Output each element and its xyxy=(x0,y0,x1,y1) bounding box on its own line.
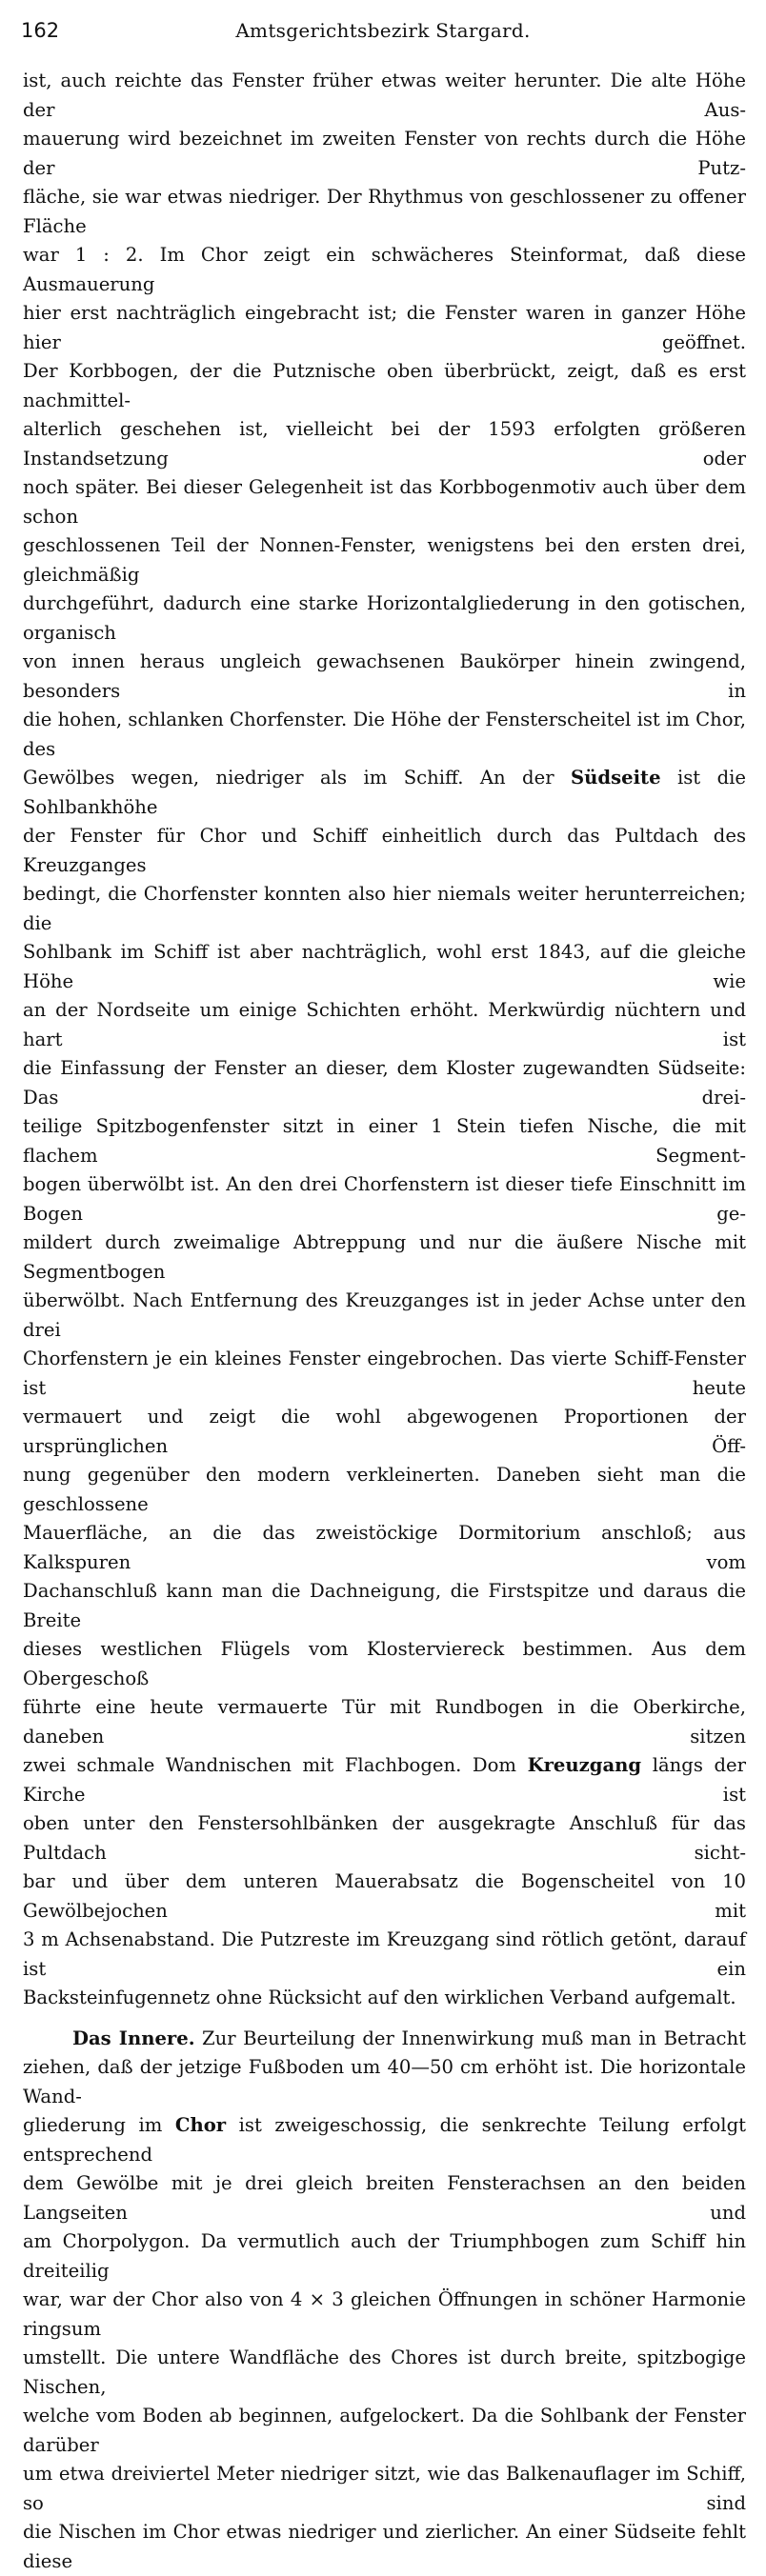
text-line: zwei schmale Wandnischen mit Flachbogen. Dom Kreuzgang längs der Kirche ist xyxy=(23,1754,746,1806)
text-line: war 1 : 2. Im Chor zeigt ein schwächeres Steinformat, daß diese Ausmauerung xyxy=(23,244,746,295)
text-line: dieses westlichen Flügels vom Klosterviereck bestimmen. Aus dem Obergeschoß xyxy=(23,1638,746,1689)
page-header xyxy=(21,13,745,51)
text-line: geschlossenen Teil der Nonnen-Fenster, wenigstens bei den ersten drei, gleichmäßig xyxy=(23,534,746,586)
text-line: Dachanschluß kann man die Dachneigung, die Firstspitze und daraus die Breite xyxy=(23,1580,746,1631)
text-line: teilige Spitzbogenfenster sitzt in einer 1 Stein tiefen Nische, die mit flachem Segment- xyxy=(23,1115,746,1167)
text-line: Gewölbes wegen, niedriger als im Schiff. An der Südseite ist die Sohlbankhöhe xyxy=(23,767,746,818)
text-line: gliederung im Chor ist zweigeschossig, die senkrechte Teilung erfolgt entsprechend xyxy=(23,2114,746,2166)
text-line: die hohen, schlanken Chorfenster. Die Höhe der Fensterscheitel ist im Chor, des xyxy=(23,709,746,760)
text-line: die Nischen im Chor etwas niedriger und zierlicher. An einer Südseite fehlt diese xyxy=(23,2521,746,2572)
text-line: Sohlbank im Schiff ist aber nachträglich, wohl erst 1843, auf die gleiche Höhe wie xyxy=(23,941,746,992)
text-line: fläche, sie war etwas niedriger. Der Rhythmus von geschlossener zu offener Fläche xyxy=(23,186,746,237)
text-line: der Fenster für Chor und Schiff einheitlich durch das Pultdach des Kreuzganges xyxy=(23,825,746,876)
text-line: ziehen, daß der jetzige Fußboden um 40—50 cm erhöht ist. Die horizontale Wand- xyxy=(23,2056,746,2107)
text-line: bogen überwölbt ist. An den drei Chorfenstern ist dieser tiefe Einschnitt im Bogen ge- xyxy=(23,1173,746,1225)
text-line: überwölbt. Nach Entfernung des Kreuzganges ist in jeder Achse unter den drei xyxy=(23,1289,746,1341)
text-line: Mauerfläche, an die das zweistöckige Dormitorium anschloß; aus Kalkspuren vom xyxy=(23,1522,746,1573)
text-line: ist, auch reichte das Fenster früher etwas weiter herunter. Die alte Höhe der Aus- xyxy=(23,70,746,121)
text-line: mildert durch zweimalige Abtreppung und nur die äußere Nische mit Segmentbogen xyxy=(23,1231,746,1283)
text-line: bedingt, die Chorfenster konnten also hier niemals weiter herunterreichen; die xyxy=(23,883,746,934)
text-line: an der Nordseite um einige Schichten erhöht. Merkwürdig nüchtern und hart ist xyxy=(23,999,746,1050)
text-line: hier erst nachträglich eingebracht ist; die Fenster waren in ganzer Höhe hier geöffnet. xyxy=(23,302,746,353)
emphasis-word: Das Innere. xyxy=(72,2027,195,2049)
text-line: führte eine heute vermauerte Tür mit Rundbogen in die Oberkirche, daneben sitzen xyxy=(23,1696,746,1747)
text-line: oben unter den Fenstersohlbänken der ausgekragte Anschluß für das Pultdach sicht- xyxy=(23,1812,746,1864)
page-number: 162 xyxy=(21,19,60,42)
running-head: Amtsgerichtsbezirk Stargard. xyxy=(235,19,531,42)
text-line: Der Korbbogen, der die Putznische oben überbrückt, zeigt, daß es erst nachmittel- xyxy=(23,360,746,411)
text-line: welche vom Boden ab beginnen, aufgelockert. Da die Sohlbank der Fenster darüber xyxy=(23,2405,746,2456)
body-text xyxy=(23,67,746,2576)
text-line: 3 m Achsenabstand. Die Putzreste im Kreuzgang sind rötlich getönt, darauf ist ein xyxy=(23,1928,746,1980)
text-line: durchgeführt, dadurch eine starke Horizontalgliederung in den gotischen, organisch xyxy=(23,592,746,644)
text-line: bar und über dem unteren Mauerabsatz die Bogenscheitel von 10 Gewölbejochen mit xyxy=(23,1870,746,1922)
text-line: noch später. Bei dieser Gelegenheit ist das Korbbogenmotiv auch über dem schon xyxy=(23,476,746,528)
text-line: Backsteinfugennetz ohne Rücksicht auf den wirklichen Verband aufgemalt. xyxy=(23,1987,736,2008)
text-line: nung gegenüber den modern verkleinerten. Daneben sieht man die geschlossene xyxy=(23,1464,746,1515)
emphasis-word: Südseite xyxy=(570,767,661,789)
text-line: um etwa dreiviertel Meter niedriger sitzt, wie das Balkenauflager im Schiff, so sind xyxy=(23,2463,746,2514)
text-line: die Einfassung der Fenster an dieser, dem Kloster zugewandten Südseite: Das drei- xyxy=(23,1057,746,1108)
text-line: dem Gewölbe mit je drei gleich breiten Fensterachsen an den beiden Langseiten und xyxy=(23,2172,746,2224)
text-line: Das Innere. Zur Beurteilung der Innenwirkung muß man in Betracht xyxy=(72,2027,746,2049)
text-line: am Chorpolygon. Da vermutlich auch der Triumphbogen zum Schiff hin dreiteilig xyxy=(23,2230,746,2282)
text-line: mauerung wird bezeichnet im zweiten Fenster von rechts durch die Höhe der Putz- xyxy=(23,128,746,179)
text-line: war, war der Chor also von 4 × 3 gleichen Öffnungen in schöner Harmonie ringsum xyxy=(23,2288,746,2340)
emphasis-word: Chor xyxy=(174,2114,227,2136)
text-line: Chorfenstern je ein kleines Fenster eingebrochen. Das vierte Schiff-Fenster ist heute xyxy=(23,1348,746,1399)
text-line: vermauert und zeigt die wohl abgewogenen Proportionen der ursprünglichen Öff- xyxy=(23,1406,746,1457)
text-line: von innen heraus ungleich gewachsenen Baukörper hinein zwingend, besonders in xyxy=(23,650,746,702)
text-line: umstellt. Die untere Wandfläche des Chores ist durch breite, spitzbogige Nischen, xyxy=(23,2346,746,2398)
emphasis-word: Kreuzgang xyxy=(527,1754,642,1776)
text-line: alterlich geschehen ist, vielleicht bei der 1593 erfolgten größeren Instandsetzung oder xyxy=(23,418,746,469)
